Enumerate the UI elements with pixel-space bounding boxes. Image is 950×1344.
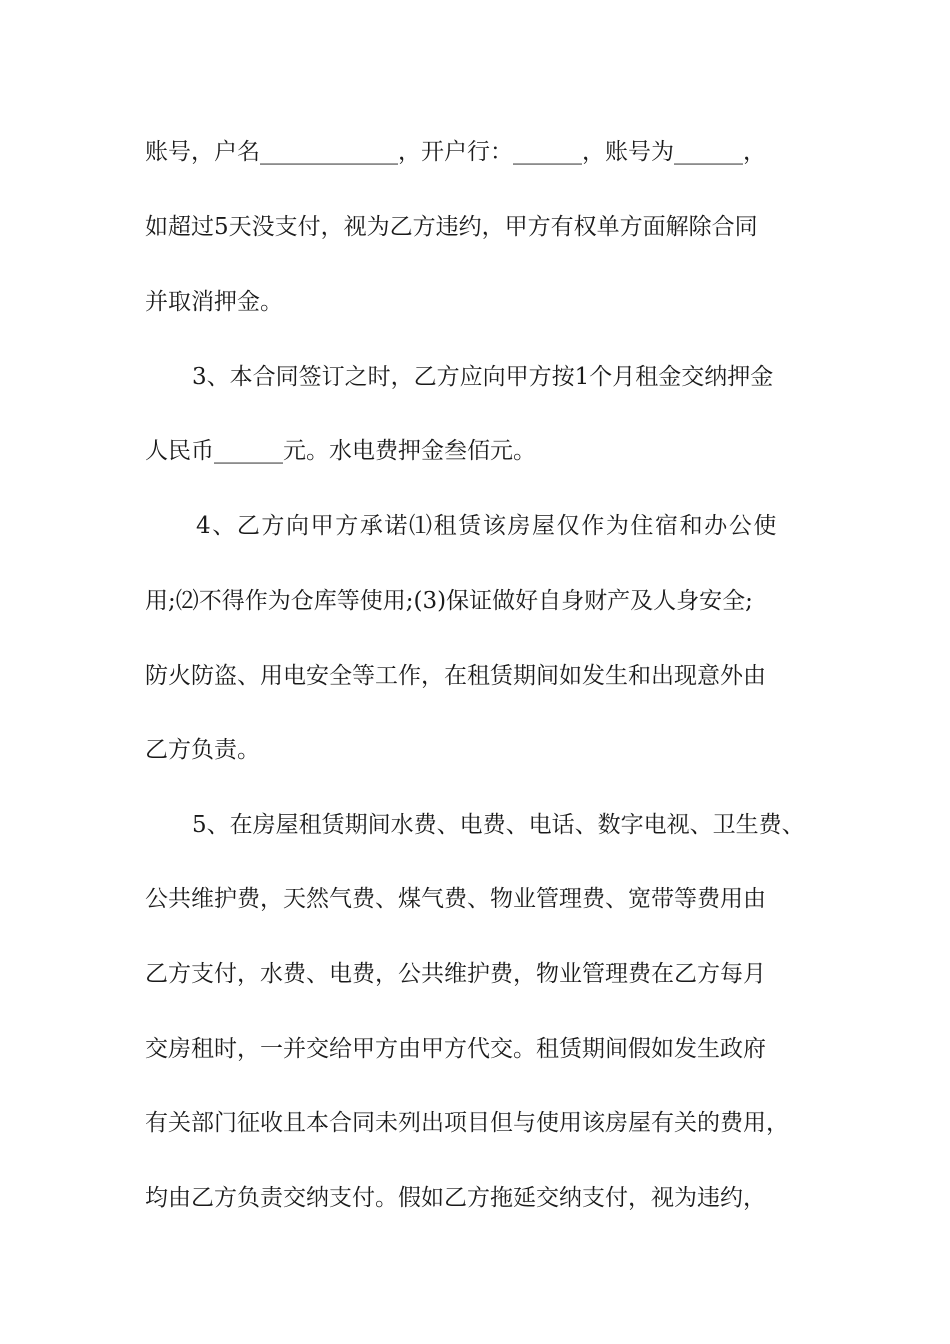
text-line-1: 账号，户名____________，开户行：______，账号为______， <box>145 139 766 165</box>
text-line-13: 交房租时，一并交给甲方由甲方代交。租赁期间假如发生政府 <box>145 1036 766 1062</box>
text-line-6: 4、乙方向甲方承诺⑴租赁该房屋仅作为住宿和办公使 <box>196 513 779 539</box>
text-line-12: 乙方支付，水费、电费，公共维护费，物业管理费在乙方每月 <box>145 961 766 987</box>
text-line-15: 均由乙方负责交纳支付。假如乙方拖延交纳支付，视为违约， <box>145 1185 766 1211</box>
text-line-2: 如超过5天没支付，视为乙方违约，甲方有权单方面解除合同 <box>145 214 758 240</box>
text-line-10: 5、在房屋租赁期间水费、电费、电话、数字电视、卫生费、 <box>192 812 805 838</box>
text-line-9: 乙方负责。 <box>145 737 260 763</box>
text-line-8: 防火防盗、用电安全等工作，在租赁期间如发生和出现意外由 <box>145 663 766 689</box>
text-line-11: 公共维护费，天然气费、煤气费、物业管理费、宽带等费用由 <box>145 886 766 912</box>
text-line-3: 并取消押金。 <box>145 289 283 315</box>
text-line-4: 3、本合同签订之时，乙方应向甲方按1个月租金交纳押金 <box>192 364 774 390</box>
text-line-5: 人民币______元。水电费押金叁佰元。 <box>145 438 536 464</box>
text-line-14: 有关部门征收且本合同未列出项目但与使用该房屋有关的费用， <box>145 1110 789 1136</box>
text-line-7: 用;⑵不得作为仓库等使用;(3)保证做好自身财产及人身安全; <box>145 588 753 614</box>
